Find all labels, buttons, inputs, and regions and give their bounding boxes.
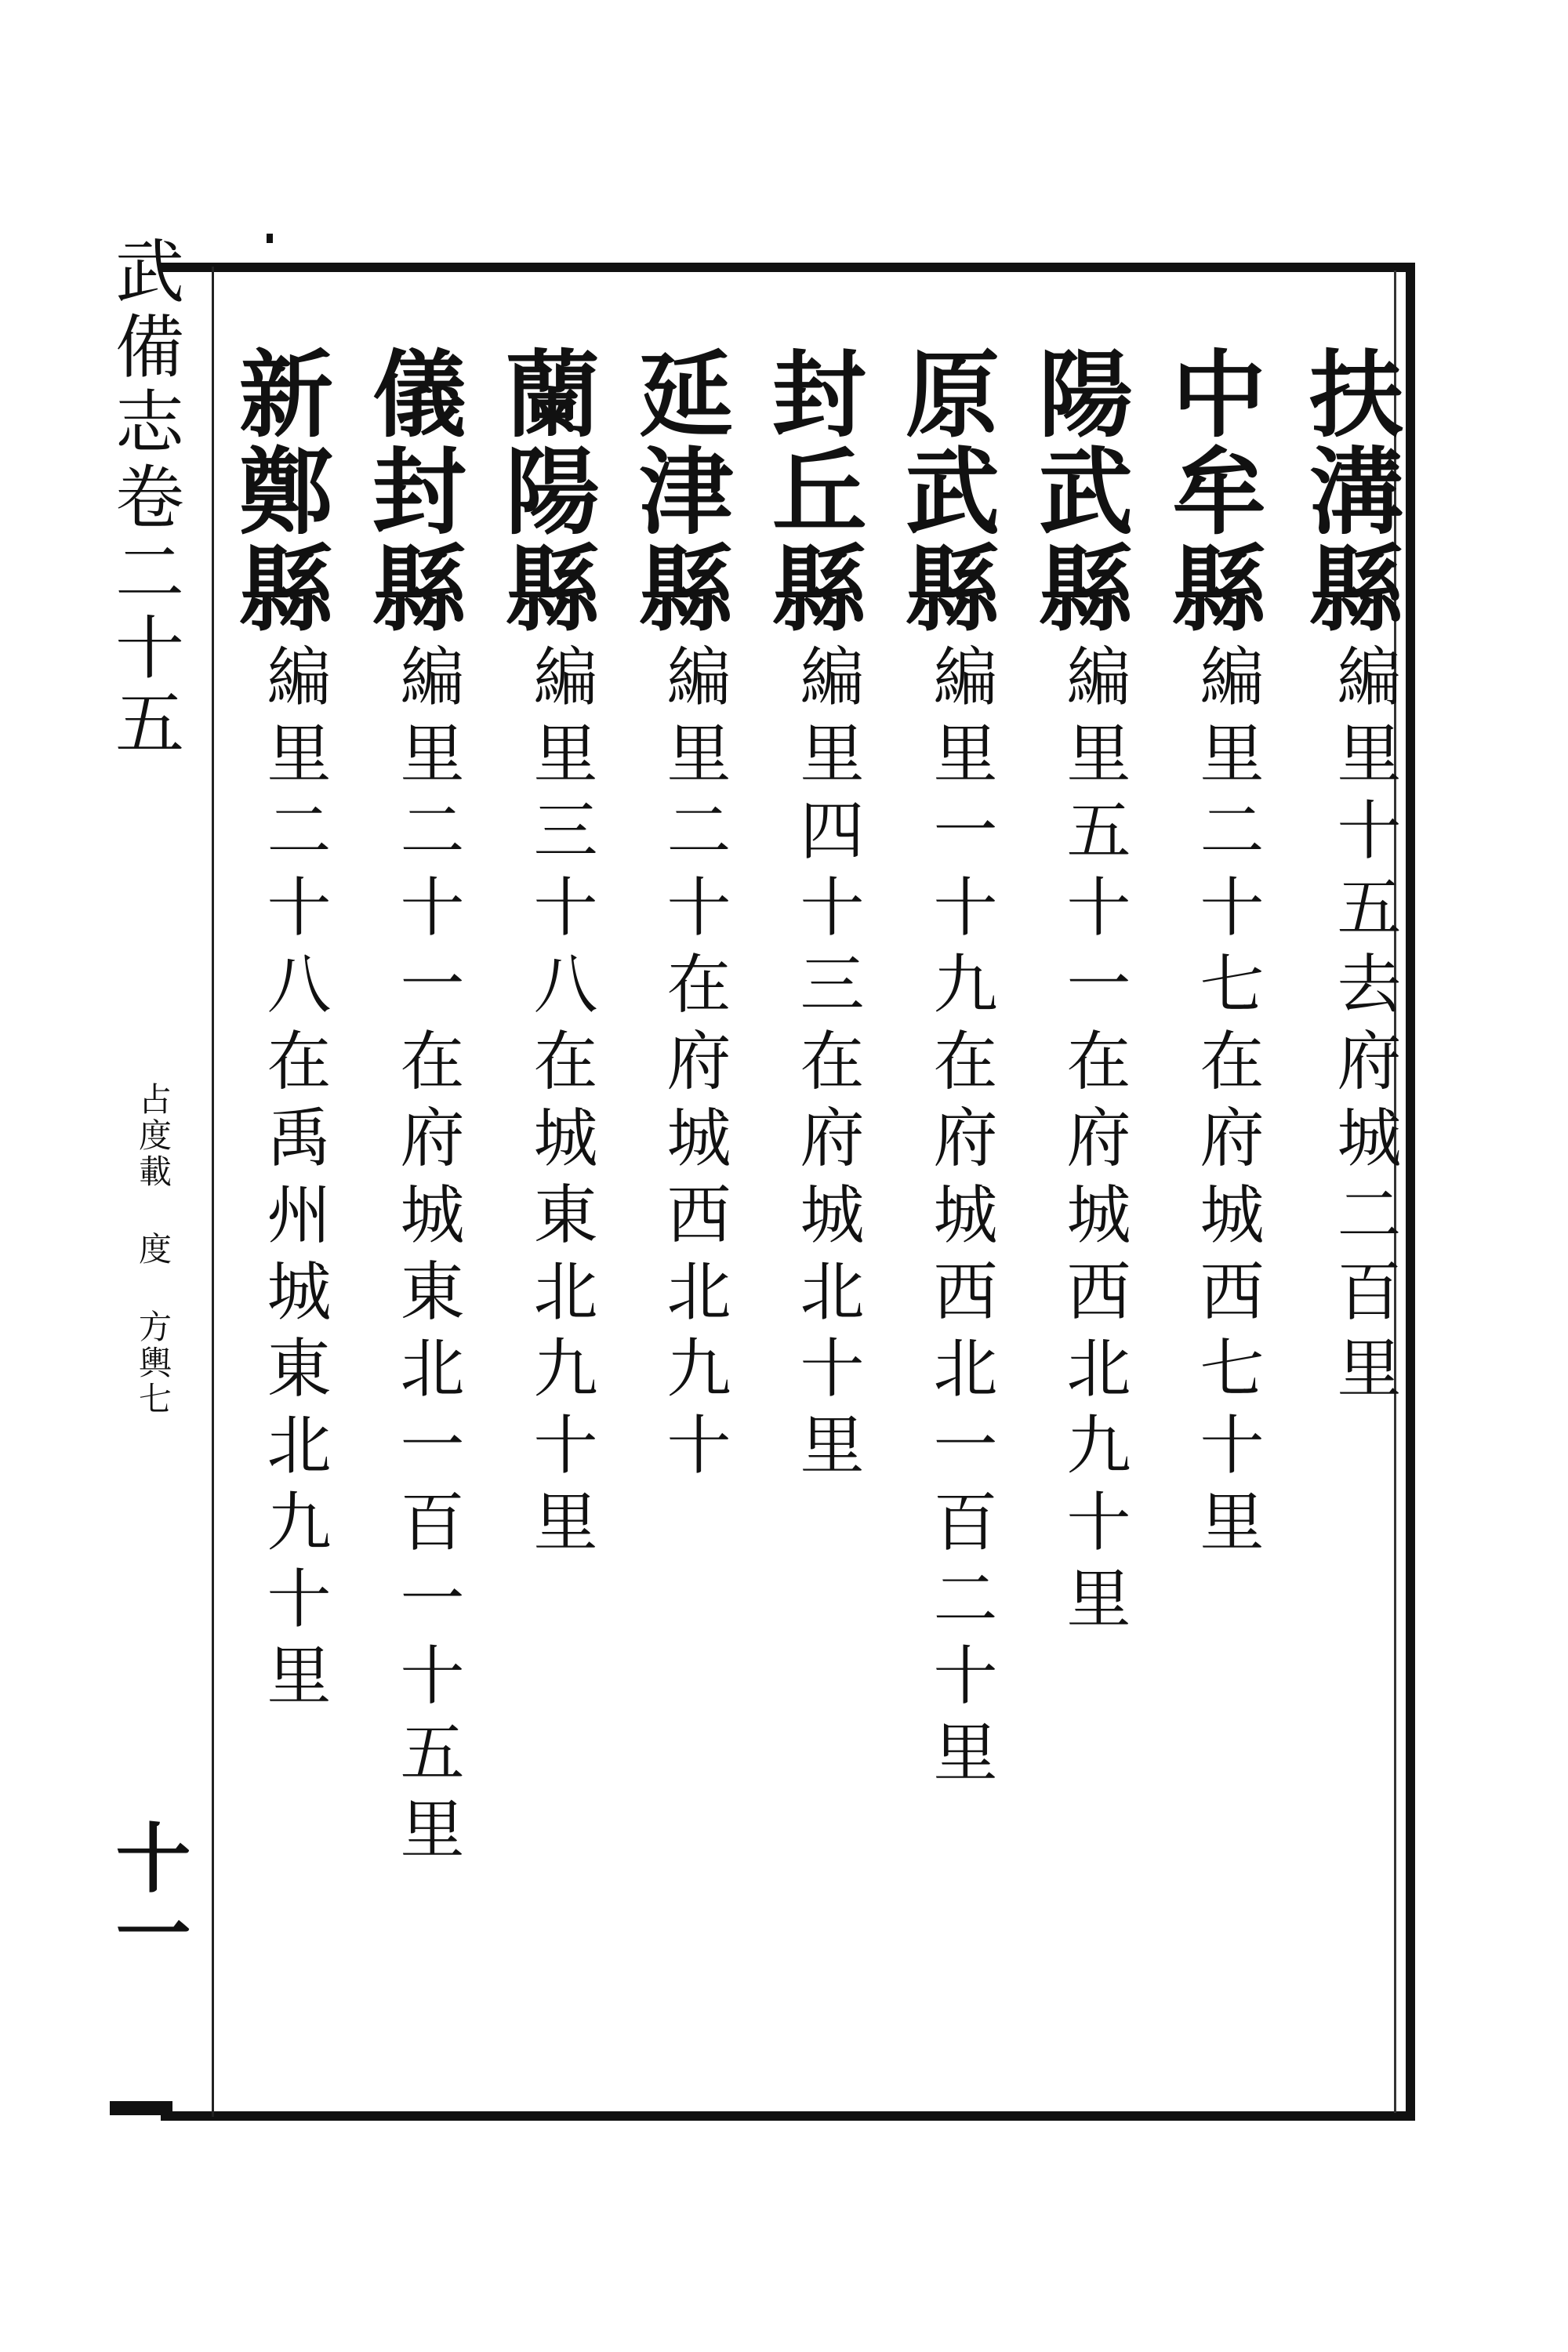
- county-note: 編里一十九在府城西北一百二十里: [923, 643, 997, 1795]
- entry-xinzheng: [223, 345, 334, 1719]
- entry-lanyang: [490, 345, 601, 1568]
- entry-fugou: [1294, 345, 1404, 1568]
- entry-yangwu: [1023, 345, 1134, 1642]
- county-note: 編里四十三在府城北十里: [789, 643, 864, 1488]
- county-note: 編里二十七在府城西七十里: [1189, 643, 1264, 1565]
- county-name: 儀封縣: [357, 345, 467, 637]
- county-note: 編里三十八在城東北九十里: [523, 643, 597, 1565]
- county-name: 原武縣: [890, 345, 1000, 637]
- county-name: 封丘縣: [757, 345, 867, 637]
- ink-dot: [267, 234, 273, 243]
- entry-fengqiu: [757, 345, 867, 1568]
- county-note: 編里二十一在府城東北一百一十五里: [390, 643, 464, 1872]
- county-note: 編里二十八在禹州城東北九十里: [256, 643, 331, 1719]
- book-title: 武備志卷二十五: [104, 235, 185, 762]
- county-name: 新鄭縣: [223, 345, 334, 637]
- county-note: 編里二十在府城西北九十: [656, 643, 731, 1488]
- section-subtitle: 占度載 度 方輿七: [134, 1082, 172, 1417]
- entry-yanjin: [623, 345, 734, 1568]
- county-note: 編里五十一在府城西北九十里: [1056, 643, 1131, 1642]
- frame-left-rule: [212, 267, 214, 2117]
- county-name: 蘭陽縣: [490, 345, 601, 637]
- county-name: 陽武縣: [1023, 345, 1134, 637]
- folio-number: 十一: [103, 1819, 192, 1969]
- county-name: 扶溝縣: [1294, 345, 1404, 637]
- county-name: 中牟縣: [1156, 345, 1267, 637]
- county-note: 編里十五去府城二百里: [1327, 643, 1401, 1411]
- entry-yuanwu: [890, 345, 1000, 1795]
- county-name: 延津縣: [623, 345, 734, 637]
- entry-zhongmou: [1156, 345, 1267, 1568]
- entry-yifeng: [357, 345, 467, 1872]
